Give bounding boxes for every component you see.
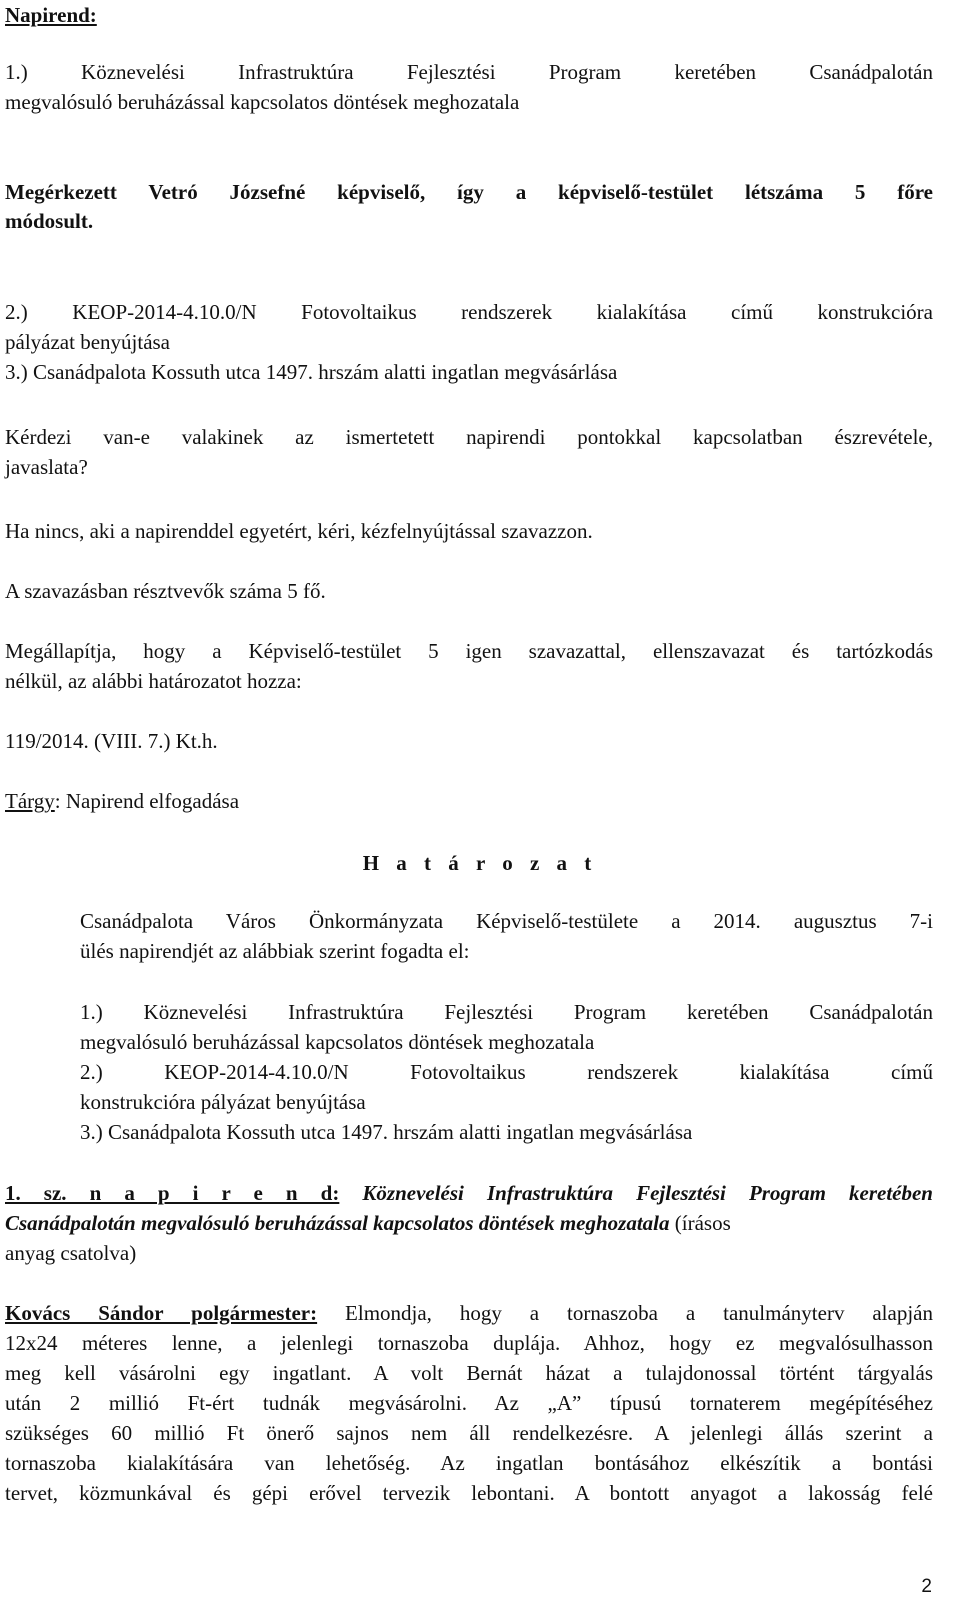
agenda-item-2-line-2: pályázat benyújtása xyxy=(5,330,171,354)
page-number: 2 xyxy=(921,1576,932,1597)
agenda-item-1-line-1: 1.) Köznevelési Infrastruktúra Fejlesztési Program keretében Csanádpalotán xyxy=(5,60,933,84)
arrival-note-line-2: módosult. xyxy=(5,209,94,233)
question-line-2: javaslata? xyxy=(5,455,88,479)
decision-item-2-line-1: 2.) KEOP-2014-4.10.0/N Fotovoltaikus rendszerek kialakítása című xyxy=(80,1060,933,1084)
section-1-title-line-1 xyxy=(5,1180,933,1206)
decision-line-1: Csanádpalota Város Önkormányzata Képviselő-testülete a 2014. augusztus 7-i xyxy=(80,909,933,933)
agenda-item-1-line-2: megvalósuló beruházással kapcsolatos döntések meghozatala xyxy=(5,90,520,114)
speech-text-1: Elmondja, hogy a tornaszoba a tanulmányterv alapján xyxy=(317,1301,933,1325)
agenda-item-2-line-1: 2.) KEOP-2014-4.10.0/N Fotovoltaikus rendszerek kialakítása című konstrukcióra xyxy=(5,300,933,324)
speech-line-3: meg kell vásárolni egy ingatlant. A volt Bernát házat a tulajdonossal történt tárgyalás xyxy=(5,1361,933,1385)
decision-line-2: ülés napirendjét az alábbiak szerint fogadta el: xyxy=(80,939,470,963)
resolution-heading: H a t á r o z a t xyxy=(362,851,598,875)
subject-text: : Napirend elfogadása xyxy=(54,789,240,813)
decision-item-1-line-1: 1.) Köznevelési Infrastruktúra Fejlesztési Program keretében Csanádpalotán xyxy=(80,1000,933,1024)
speaker-name: Kovács Sándor polgármester: xyxy=(5,1301,318,1325)
subject-line xyxy=(5,788,933,814)
speech-line-4: után 2 millió Ft-ért tudnák megvásárolni. Az „A” típusú tornaterem megépítéséhez xyxy=(5,1391,933,1415)
speech-line-2: 12x24 méteres lenne, a jelenlegi tornaszoba duplája. Ahhoz, hogy ez megvalósulhasson xyxy=(5,1331,933,1355)
decision-item-3: 3.) Csanádpalota Kossuth utca 1497. hrszám alatti ingatlan megvásárlása xyxy=(80,1120,693,1144)
section-1-title-a: Köznevelési Infrastruktúra Fejlesztési Program keretében xyxy=(362,1181,933,1205)
section-1-note-line: anyag csatolva) xyxy=(5,1241,137,1265)
resolution-number: 119/2014. (VIII. 7.) Kt.h. xyxy=(5,729,218,753)
section-1-title-line-2 xyxy=(5,1210,933,1236)
speech-line-1 xyxy=(5,1300,933,1326)
section-1-title-b: Csanádpalotán megvalósuló beruházással kapcsolatos döntések meghozatala xyxy=(5,1211,670,1235)
finding-line-1: Megállapítja, hogy a Képviselő-testület 5 igen szavazattal, ellenszavazat és tartózkodás xyxy=(5,639,933,663)
agenda-item-3: 3.) Csanádpalota Kossuth utca 1497. hrszám alatti ingatlan megvásárlása xyxy=(5,360,618,384)
subject-label: Tárgy xyxy=(5,789,55,813)
vote-call: Ha nincs, aki a napirenddel egyetért, kéri, kézfelnyújtással szavazzon. xyxy=(5,519,593,543)
section-1-prefix: 1. sz. n a p i r e n d: xyxy=(5,1181,340,1205)
participants: A szavazásban résztvevők száma 5 fő. xyxy=(5,579,326,603)
question-line-1: Kérdezi van-e valakinek az ismertetett napirendi pontokkal kapcsolatban észrevétele, xyxy=(5,425,933,449)
section-1-note-a: (írásos xyxy=(669,1211,731,1235)
agenda-heading: Napirend: xyxy=(5,3,97,27)
finding-line-2: nélkül, az alábbi határozatot hozza: xyxy=(5,669,302,693)
speech-line-7: tervet, közmunkával és gépi erővel tervezik lebontani. A bontott anyagot a lakosság felé xyxy=(5,1481,933,1505)
arrival-note-line-1: Megérkezett Vetró Józsefné képviselő, így a képviselő-testület létszáma 5 főre xyxy=(5,180,933,204)
decision-item-2-line-2: konstrukcióra pályázat benyújtása xyxy=(80,1090,366,1114)
decision-item-1-line-2: megvalósuló beruházással kapcsolatos döntések meghozatala xyxy=(80,1030,595,1054)
speech-line-6: tornaszoba kialakítására van lehetőség. Az ingatlan bontásához elkészítik a bontási xyxy=(5,1451,933,1475)
speech-line-5: szükséges 60 millió Ft önerő sajnos nem áll rendelkezésre. A jelenlegi állás szerint a xyxy=(5,1421,933,1445)
